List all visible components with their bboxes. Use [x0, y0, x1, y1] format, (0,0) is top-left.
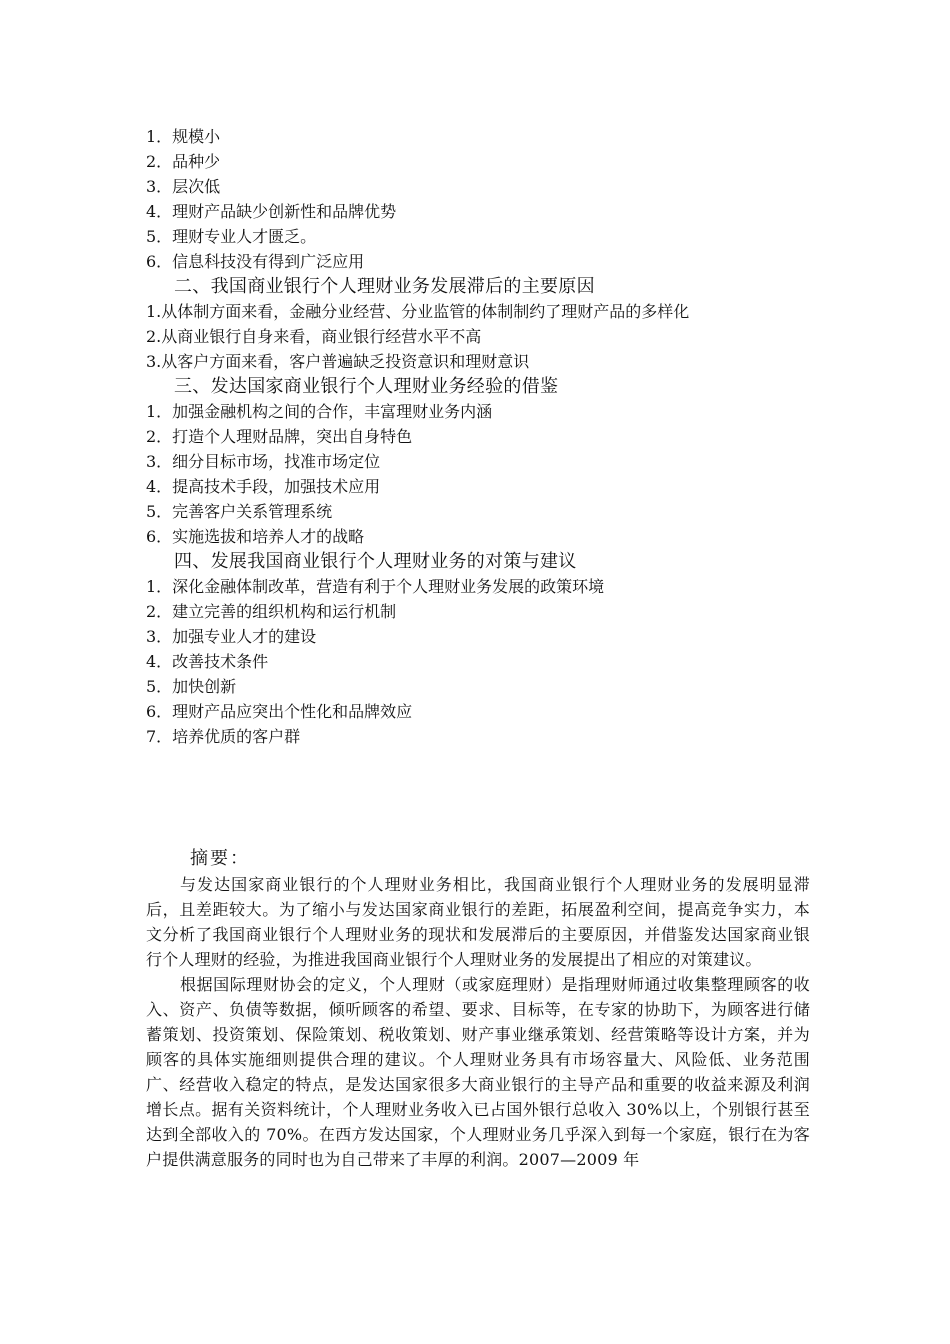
list-item: 1．深化金融体制改革，营造有利于个人理财业务发展的政策环境 [146, 577, 605, 596]
list-item: 2.从商业银行自身来看，商业银行经营水平不高 [146, 327, 482, 346]
list-item: 5．完善客户关系管理系统 [146, 502, 333, 521]
list-item: 6．实施选拔和培养人才的战略 [146, 527, 365, 546]
list-item: 3．层次低 [146, 177, 221, 196]
section-heading-4: 四、发展我国商业银行个人理财业务的对策与建议 [174, 551, 577, 572]
list-item: 2．建立完善的组织机构和运行机制 [146, 602, 397, 621]
list-item: 1.从体制方面来看，金融分业经营、分业监管的体制制约了理财产品的多样化 [146, 302, 690, 321]
abstract-section [146, 846, 810, 1172]
list-item: 2．品种少 [146, 152, 221, 171]
list-item: 6．信息科技没有得到广泛应用 [146, 252, 365, 271]
section-heading-2: 二、我国商业银行个人理财业务发展滞后的主要原因 [174, 276, 595, 297]
list-item: 7．培养优质的客户群 [146, 727, 301, 746]
outline-section [146, 124, 826, 749]
abstract-title: 摘要： [190, 848, 250, 869]
list-item: 3．加强专业人才的建设 [146, 627, 317, 646]
abstract-paragraph-2: 根据国际理财协会的定义，个人理财（或家庭理财）是指理财师通过收集整理顾客的收入、资产、负债等数据，倾听顾客的希望、要求、目标等，在专家的协助下，为顾客进行储蓄策划、投资策划、保险策划、税收策划、财产事业继承策划、经营策略等设计方案，并为顾客的具体实施细则提供合理的建议。个人理财业务具有市场容量大、风险低、业务范围广、经营收入稳定的特点，是发达国家很多大商业银行的主导产品和重要的收益来源及利润增长点。据有关资料统计，个人理财业务收入已占国外银行总收入 30%以上，个别银行甚至达到全部收入的 70%。在西方发达国家，个人理财业务几乎深入到每一个家庭，银行在为客户提供满意服务的同时也为自己带来了丰厚的利润。2007—2009 年 [146, 975, 810, 1169]
list-item: 3．细分目标市场，找准市场定位 [146, 452, 381, 471]
list-item: 1．加强金融机构之间的合作，丰富理财业务内涵 [146, 402, 493, 421]
list-item: 5．理财专业人才匮乏。 [146, 227, 317, 246]
abstract-paragraph-1: 与发达国家商业银行的个人理财业务相比，我国商业银行个人理财业务的发展明显滞后，且差距较大。为了缩小与发达国家商业银行的差距，拓展盈利空间，提高竞争实力，本文分析了我国商业银行个人理财业务的现状和发展滞后的主要原因，并借鉴发达国家商业银行个人理财的经验，为推进我国商业银行个人理财业务的发展提出了相应的对策建议。 [146, 875, 810, 969]
list-item: 3.从客户方面来看，客户普遍缺乏投资意识和理财意识 [146, 352, 530, 371]
list-item: 4．理财产品缺少创新性和品牌优势 [146, 202, 397, 221]
list-item: 1．规模小 [146, 127, 221, 146]
list-item: 4．改善技术条件 [146, 652, 269, 671]
section-heading-3: 三、发达国家商业银行个人理财业务经验的借鉴 [174, 376, 559, 397]
list-item: 2．打造个人理财品牌，突出自身特色 [146, 427, 413, 446]
list-item: 5．加快创新 [146, 677, 237, 696]
list-item: 4．提高技术手段，加强技术应用 [146, 477, 381, 496]
list-item: 6．理财产品应突出个性化和品牌效应 [146, 702, 413, 721]
